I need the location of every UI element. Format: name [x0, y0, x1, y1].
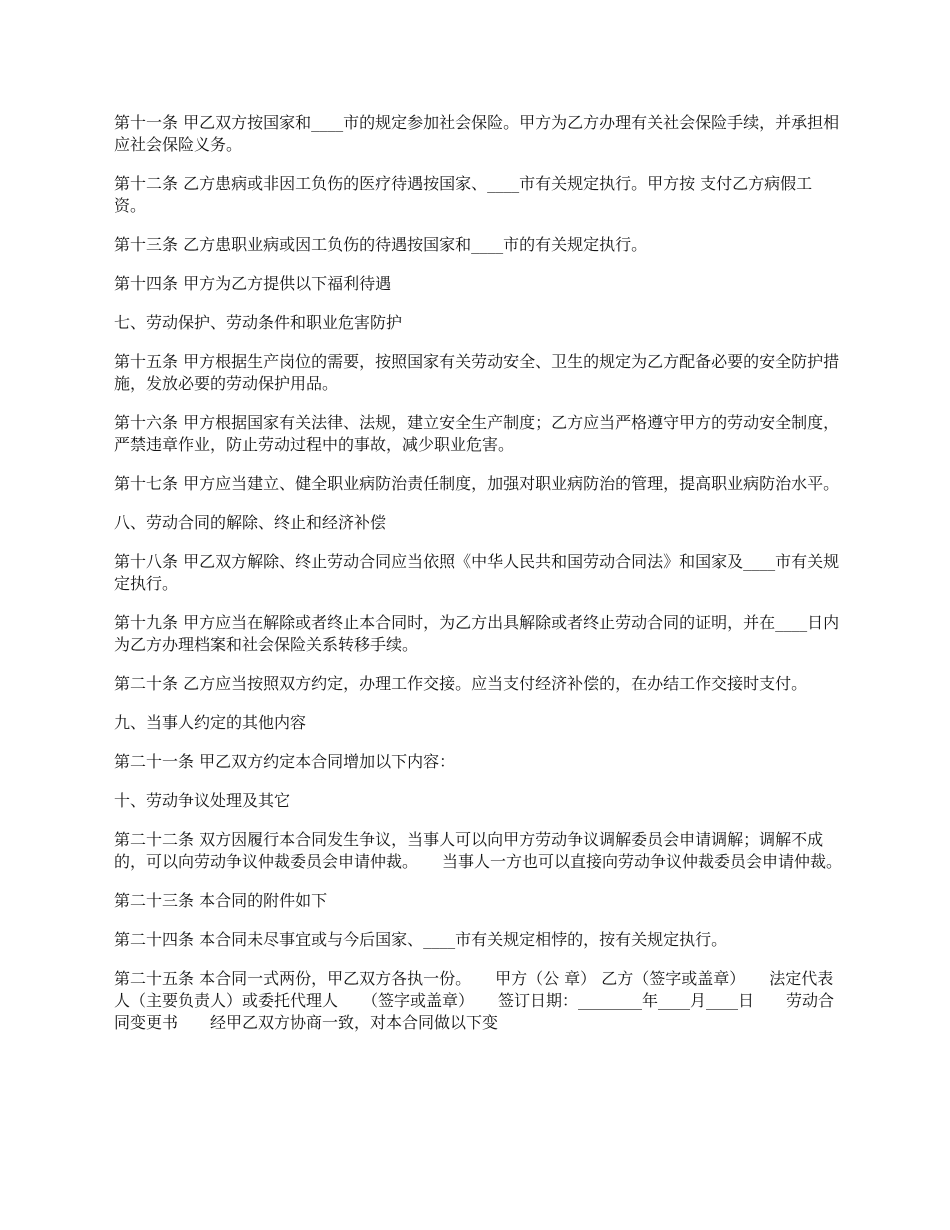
article-21: 第二十一条 甲乙双方约定本合同增加以下内容：	[114, 752, 456, 771]
article-17: 第十七条 甲方应当建立、健全职业病防治责任制度，加强对职业病防治的管理，提高职业病防治水平。	[114, 474, 840, 493]
section-heading-8: 八、劳动合同的解除、终止和经济补偿	[114, 513, 387, 532]
article-19: 第十九条 甲方应当在解除或者终止本合同时，为乙方出具解除或者终止劳动合同的证明，并在____日内为乙方办理档案和社会保险关系转移手续。	[114, 613, 840, 654]
section-heading-9: 九、当事人约定的其他内容	[114, 713, 307, 732]
section-heading-7: 七、劳动保护、劳动条件和职业危害防护	[114, 313, 403, 332]
article-11: 第十一条 甲乙双方按国家和____市的规定参加社会保险。甲方为乙方办理有关社会保险手续，并承担相应社会保险义务。	[114, 113, 840, 154]
article-16: 第十六条 甲方根据国家有关法律、法规，建立安全生产制度；乙方应当严格遵守甲方的劳动安全制度，严禁违章作业，防止劳动过程中的事故，减少职业危害。	[114, 413, 840, 454]
article-23: 第二十三条 本合同的附件如下	[114, 891, 328, 910]
document-body	[114, 112, 844, 1051]
article-14: 第十四条 甲方为乙方提供以下福利待遇	[114, 274, 392, 293]
article-12: 第十二条 乙方患病或非因工负伤的医疗待遇按国家、____市有关规定执行。甲方按 支付乙方病假工资。	[114, 174, 813, 215]
article-20: 第二十条 乙方应当按照双方约定，办理工作交接。应当支付经济补偿的，在办结工作交接时支付。	[114, 674, 808, 693]
article-22: 第二十二条 双方因履行本合同发生争议，当事人可以向甲方劳动争议调解委员会申请调解；调解不成的，可以向劳动争议仲裁委员会申请仲裁。 当事人一方也可以直接向劳动争议仲裁委员会申请仲裁。	[114, 830, 843, 871]
section-heading-10: 十、劳动争议处理及其它	[114, 791, 291, 810]
article-15: 第十五条 甲方根据生产岗位的需要，按照国家有关劳动安全、卫生的规定为乙方配备必要的安全防护措施，发放必要的劳动保护用品。	[114, 352, 840, 393]
article-13: 第十三条 乙方患职业病或因工负伤的待遇按国家和____市的有关规定执行。	[114, 235, 648, 254]
article-18: 第十八条 甲乙双方解除、终止劳动合同应当依照《中华人民共和国劳动合同法》和国家及____市有关规定执行。	[114, 552, 840, 593]
article-25: 第二十五条 本合同一式两份，甲乙双方各执一份。 甲方（公 章） 乙方（签字或盖章） 法定代表人（主要负责人）或委托代理人 （签字或盖章） 签订日期：________年____月____日 劳动合同变更书 经甲乙双方协商一致，对本合同做以下变	[114, 969, 835, 1032]
article-24: 第二十四条 本合同未尽事宜或与今后国家、____市有关规定相悖的，按有关规定执行。	[114, 930, 728, 949]
